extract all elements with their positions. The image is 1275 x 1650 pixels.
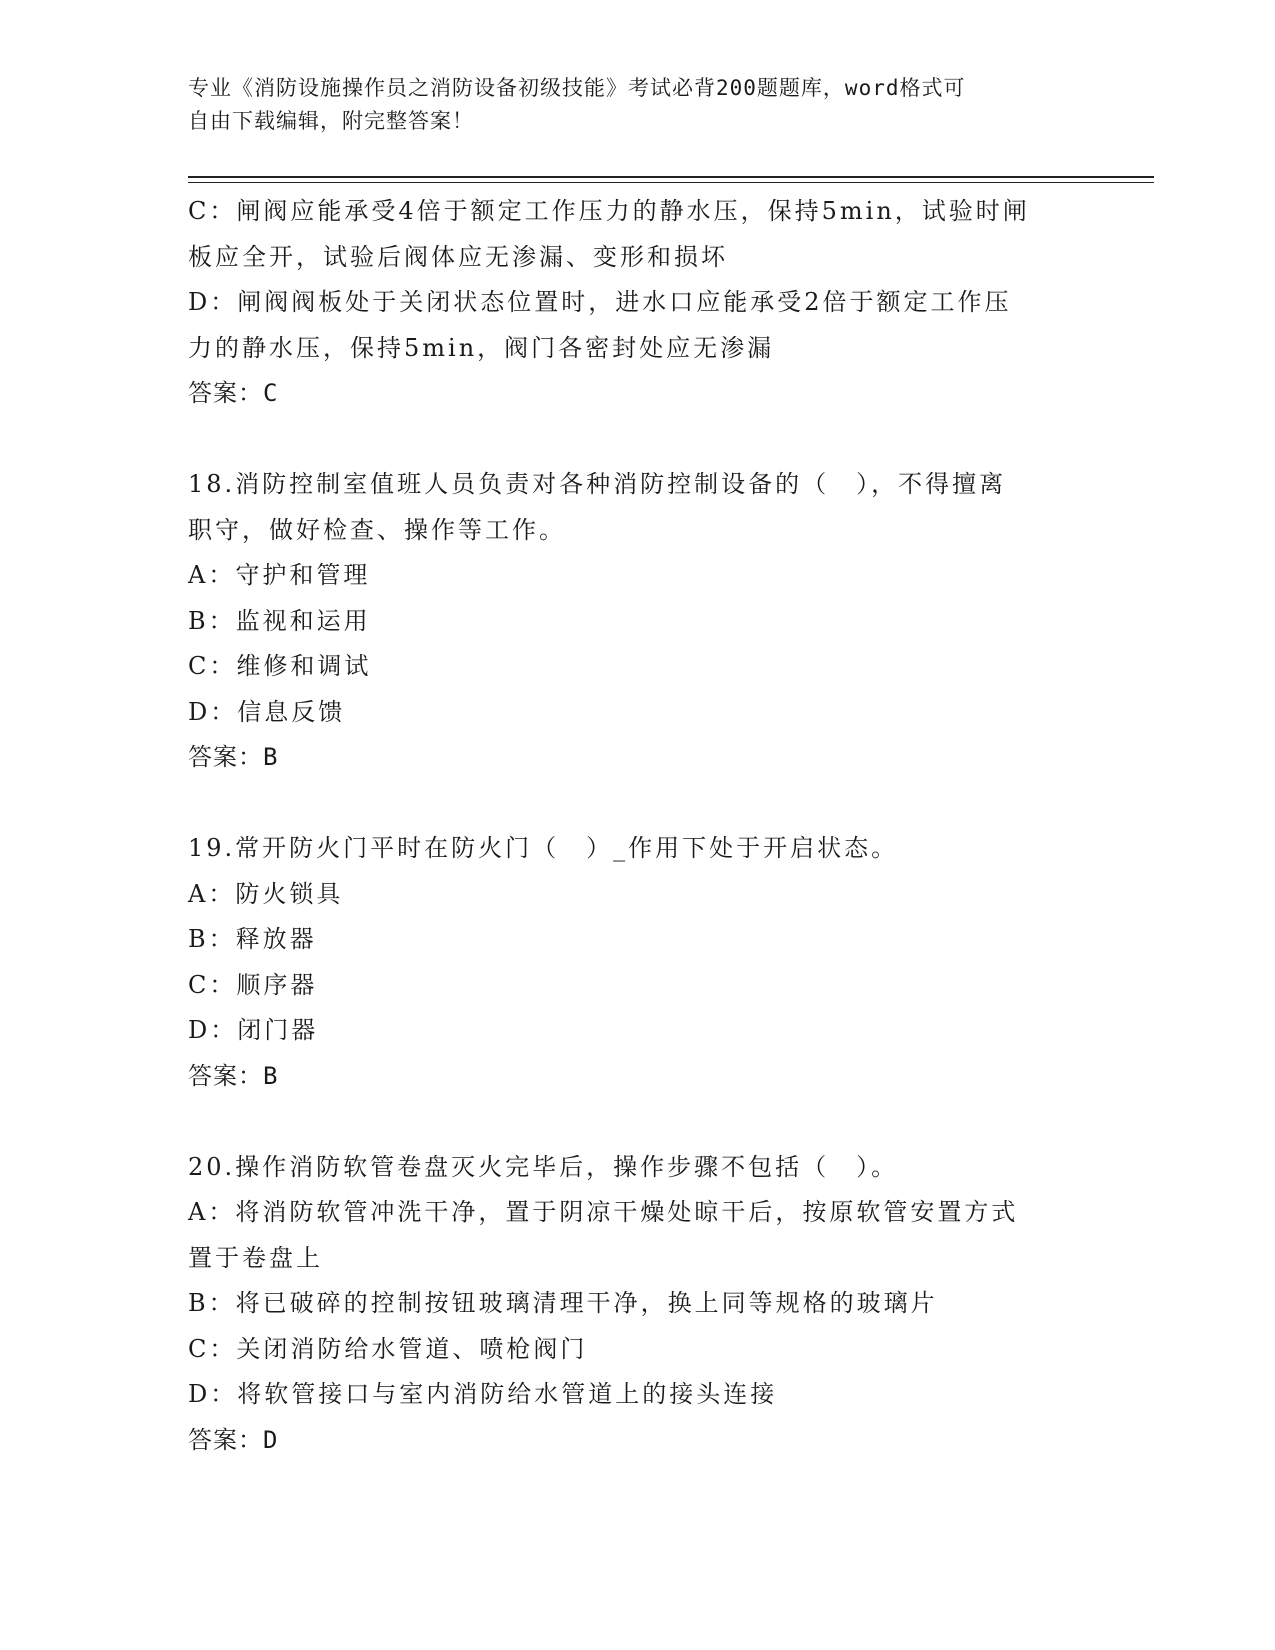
option-b: B：监视和运用 [188, 606, 371, 635]
option-a-line-2: 置于卷盘上 [188, 1243, 323, 1272]
option-d-line-1: D：闸阀阀板处于关闭状态位置时，进水口应能承受2倍于额定工作压 [188, 288, 1012, 316]
question-20 [188, 1145, 1088, 1464]
document-header [188, 72, 1088, 138]
option-a: A：守护和管理 [188, 561, 371, 589]
question-stem-line-1: 20.操作消防软管卷盘灭火完毕后，操作步骤不包括（ ）。 [188, 1152, 899, 1181]
option-b: B：将已破碎的控制按钮玻璃清理干净，换上同等规格的玻璃片 [188, 1289, 938, 1317]
option-c: C：关闭消防给水管道、喷枪阀门 [188, 1334, 588, 1363]
answer-19: 答案：B [188, 1061, 279, 1090]
header-line-2: 自由下载编辑，附完整答案！ [188, 109, 474, 133]
option-c: C：维修和调试 [188, 652, 372, 680]
option-c-line-2: 板应全开，试验后阀体应无渗漏、变形和损坏 [188, 242, 728, 271]
spacer [188, 417, 1088, 463]
question-list [188, 189, 1088, 1463]
question-stem-line-1: 18.消防控制室值班人员负责对各种消防控制设备的（ ），不得擅离 [188, 470, 1007, 498]
spacer [188, 1099, 1088, 1145]
option-a: A：防火锁具 [188, 879, 344, 908]
question-stem-line-2: 职守，做好检查、操作等工作。 [188, 515, 566, 544]
question-stem-line-1: 19.常开防火门平时在防火门（ ）_作用下处于开启状态。 [188, 834, 899, 862]
question-19 [188, 826, 1088, 1099]
option-c-line-1: C：闸阀应能承受4倍于额定工作压力的静水压，保持5min，试验时闸 [188, 197, 1030, 225]
header-divider-thin [188, 182, 1154, 183]
spacer [188, 781, 1088, 827]
header-divider-thick [188, 176, 1154, 178]
option-d: D：将软管接口与室内消防给水管道上的接头连接 [188, 1380, 778, 1408]
answer-17: 答案：C [188, 379, 279, 407]
answer-20: 答案：D [188, 1425, 279, 1454]
option-d: D：信息反馈 [188, 697, 346, 726]
option-b: B：释放器 [188, 925, 317, 953]
question-17 [188, 189, 1088, 417]
option-a-line-1: A：将消防软管冲洗干净，置于阴凉干燥处晾干后，按原软管安置方式 [188, 1198, 1019, 1226]
option-d-line-2: 力的静水压，保持5min，阀门各密封处应无渗漏 [188, 333, 775, 362]
option-d: D：闭门器 [188, 1016, 319, 1044]
answer-18: 答案：B [188, 743, 279, 771]
question-18 [188, 462, 1088, 781]
header-line-1: 专业《消防设施操作员之消防设备初级技能》考试必背200题题库，word格式可 [188, 76, 966, 100]
option-c: C：顺序器 [188, 970, 318, 999]
